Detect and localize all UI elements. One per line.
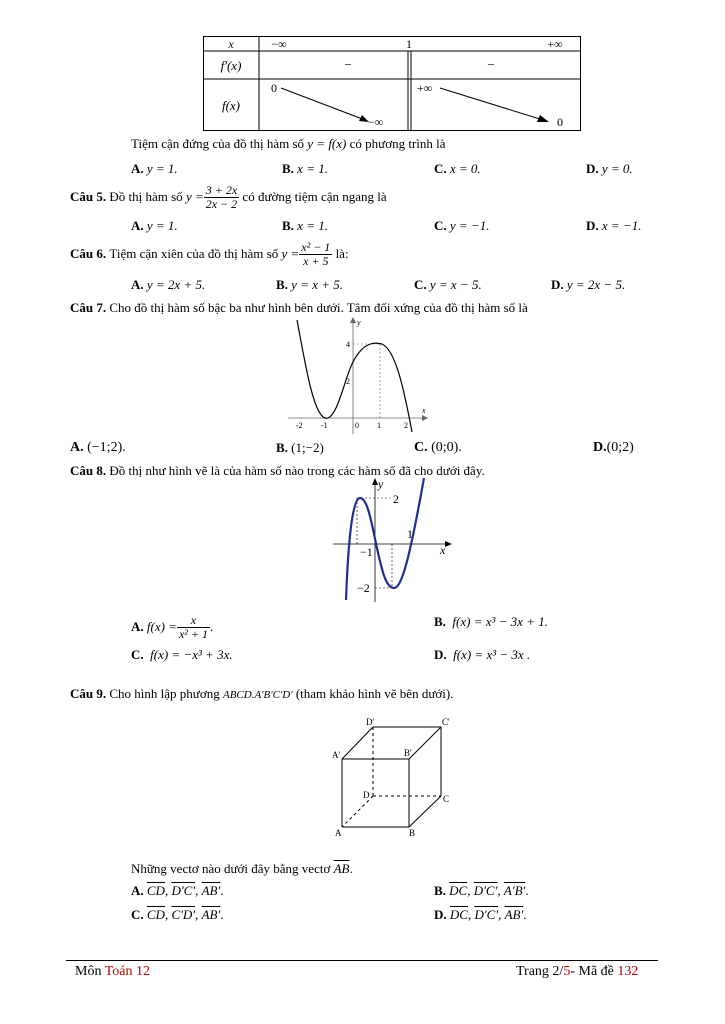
vt-f-val-4: 0 bbox=[557, 115, 563, 129]
q6-option-b[interactable]: B. y = x + 5. bbox=[276, 277, 344, 292]
q8-label-2: 2 bbox=[393, 492, 399, 506]
q7-ytick-2: 2 bbox=[346, 377, 350, 386]
vt-fp-sign-2: − bbox=[487, 57, 495, 72]
footer-code-prefix: - Mã đề bbox=[570, 964, 614, 979]
q7-xtick-0: 0 bbox=[355, 421, 359, 430]
q8-text: Đồ thị như hình vẽ là của hàm số nào trong các hàm số đã cho dưới đây. bbox=[109, 463, 485, 478]
q7-option-c[interactable]: C. (0;0). bbox=[414, 440, 462, 455]
q4-stem bbox=[131, 136, 446, 152]
q7-xtick-m1: -1 bbox=[321, 421, 328, 430]
q5-y: y = bbox=[185, 189, 204, 204]
q9-question-text: Những vectơ nào dưới đây bằng vectơ bbox=[131, 861, 331, 876]
q9-vertex-bp: B' bbox=[404, 748, 412, 758]
q9-text: Cho hình lập phương bbox=[109, 686, 220, 701]
q9-vertex-c: C bbox=[443, 794, 450, 804]
q4-text: Tiệm cận đứng của đồ thị hàm số bbox=[131, 136, 305, 151]
q6-label: Câu 6. bbox=[70, 246, 107, 261]
q6-option-a[interactable]: A. y = 2x + 5. bbox=[131, 277, 206, 292]
q7-xtick-m2: -2 bbox=[296, 421, 303, 430]
q5-text: Đồ thị hàm số bbox=[109, 189, 183, 204]
q7-text: Cho đồ thị hàm số bậc ba như hình bên dưới. Tâm đối xứng của đồ thị hàm số là bbox=[109, 300, 528, 315]
footer-exam-code: 132 bbox=[617, 964, 639, 979]
q9-stem bbox=[70, 686, 453, 703]
footer-page-info bbox=[516, 964, 638, 980]
q9-option-b[interactable]: B. $\overline{DC}$, D'C', A'B'. bbox=[434, 883, 529, 898]
q8-cubic-graph bbox=[330, 476, 455, 604]
q5-fraction: $\frac{3 + 2x}{2x - 2}$ bbox=[205, 182, 238, 211]
q7-x-axis-label: x bbox=[422, 406, 426, 415]
q5-option-c[interactable]: C. y = −1. bbox=[434, 218, 490, 233]
q7-y-axis-label: y bbox=[357, 318, 361, 327]
q5-stem bbox=[70, 180, 387, 214]
q9-option-c[interactable]: C. $\overline{CD}$, C'D', AB'. bbox=[131, 907, 224, 922]
vt-f-val-1: 0 bbox=[271, 81, 277, 95]
q5-tail: có đường tiệm cận ngang là bbox=[242, 189, 387, 204]
footer-divider bbox=[66, 960, 658, 961]
q5-label: Câu 5. bbox=[70, 189, 107, 204]
q7-option-b[interactable]: B. (1;−2) bbox=[276, 440, 324, 455]
q9-vertex-dp: D' bbox=[366, 717, 375, 727]
q7-ytick-4: 4 bbox=[346, 340, 350, 349]
q9-cube-figure bbox=[330, 714, 460, 842]
footer-subject bbox=[75, 964, 150, 980]
q9-tail: (tham khảo hình vẽ bên dưới). bbox=[295, 686, 454, 701]
q5-option-b[interactable]: B. x = 1. bbox=[282, 218, 328, 233]
q8-label: Câu 8. bbox=[70, 463, 107, 478]
q4-tail: có phương trình là bbox=[349, 136, 446, 151]
q4-option-a[interactable]: A. y = 1. bbox=[131, 161, 178, 176]
q9-vertex-cp: C' bbox=[442, 717, 450, 727]
vt-arrow-1 bbox=[281, 88, 369, 122]
q9-vertex-b: B bbox=[409, 828, 416, 838]
vt-fp-sign-1: − bbox=[344, 57, 352, 72]
vt-fp-label: f'(x) bbox=[220, 58, 242, 73]
vt-f-val-3: +∞ bbox=[417, 81, 433, 95]
q7-option-a[interactable]: A. (−1;2). bbox=[70, 440, 126, 455]
q5-option-d[interactable]: D. x = −1. bbox=[586, 218, 642, 233]
q9-option-a[interactable]: A. $\overline{CD}$, D'C', AB'. bbox=[131, 883, 224, 898]
q6-fraction: $\frac{\text{x² − 1}}{x + 5}$ bbox=[301, 239, 331, 268]
q9-solid: ABCD.A'B'C'D' bbox=[222, 689, 293, 701]
q9-label: Câu 9. bbox=[70, 686, 107, 701]
q8-x-axis-label: x bbox=[440, 543, 446, 557]
q7-cubic-curve bbox=[297, 320, 412, 432]
q9-question: Những vectơ nào dưới đây bằng vectơ $\overline{AB}$. bbox=[131, 861, 353, 876]
q7-label: Câu 7. bbox=[70, 300, 107, 315]
q4-option-b[interactable]: B. x = 1. bbox=[282, 161, 328, 176]
vt-f-label: f(x) bbox=[221, 98, 241, 113]
q6-tail: là: bbox=[335, 246, 349, 261]
q4-option-d[interactable]: D. y = 0. bbox=[586, 161, 633, 176]
vt-arrow-2 bbox=[440, 88, 549, 122]
q6-option-d[interactable]: D. y = 2x − 5. bbox=[551, 277, 626, 292]
q6-option-c[interactable]: C. y = x − 5. bbox=[414, 277, 482, 292]
q7-xtick-1: 1 bbox=[377, 421, 381, 430]
q7-cubic-graph bbox=[283, 314, 433, 436]
q4-option-c[interactable]: C. x = 0. bbox=[434, 161, 481, 176]
q8-y-axis-label: y bbox=[378, 477, 384, 491]
q8-option-d[interactable]: D. f(x) = x³ − 3x . bbox=[434, 647, 531, 662]
vt-f-val-2: −∞ bbox=[368, 115, 384, 129]
footer-subject-name: Toán 12 bbox=[104, 964, 150, 979]
vt-x-val-1: −∞ bbox=[271, 37, 287, 51]
q9-vertex-d: D bbox=[363, 790, 370, 800]
q8-option-a[interactable]: A. f(x) = $\frac{x}{\text{x² + 1}}$ . bbox=[131, 612, 214, 641]
vt-x-val-3: +∞ bbox=[547, 37, 563, 51]
q6-y: y = bbox=[281, 246, 300, 261]
q8-option-c[interactable]: C. f(x) = −x³ + 3x. bbox=[131, 647, 233, 662]
q9-vertex-a: A bbox=[335, 828, 342, 838]
footer-total-pages: 5 bbox=[563, 964, 571, 979]
vt-x-label: x bbox=[228, 37, 234, 51]
q9-vertex-ap: A' bbox=[332, 750, 341, 760]
q7-xtick-2: 2 bbox=[404, 421, 408, 430]
q7-option-d[interactable]: D.(0;2) bbox=[593, 440, 634, 455]
q9-option-d[interactable]: D. $\overline{DC}$, D'C', AB'. bbox=[434, 907, 527, 922]
q4-func: y = f(x) bbox=[307, 136, 347, 151]
q8-label-1: 1 bbox=[407, 527, 413, 541]
q8-option-b[interactable]: B. f(x) = x³ − 3x + 1. bbox=[434, 614, 548, 629]
q8-label-m1: −1 bbox=[360, 545, 373, 559]
q9-target-vector: $\overline{AB}$ bbox=[333, 861, 350, 876]
variation-table bbox=[203, 36, 583, 132]
vt-x-val-2: 1 bbox=[406, 37, 412, 51]
q6-text: Tiệm cận xiên của đồ thị hàm số bbox=[109, 246, 279, 261]
q5-option-a[interactable]: A. y = 1. bbox=[131, 218, 178, 233]
footer-page-prefix: Trang 2/ bbox=[516, 964, 564, 979]
q8-label-m2: −2 bbox=[357, 581, 370, 595]
footer-left-prefix: Môn bbox=[75, 964, 102, 979]
q6-stem bbox=[70, 237, 349, 271]
